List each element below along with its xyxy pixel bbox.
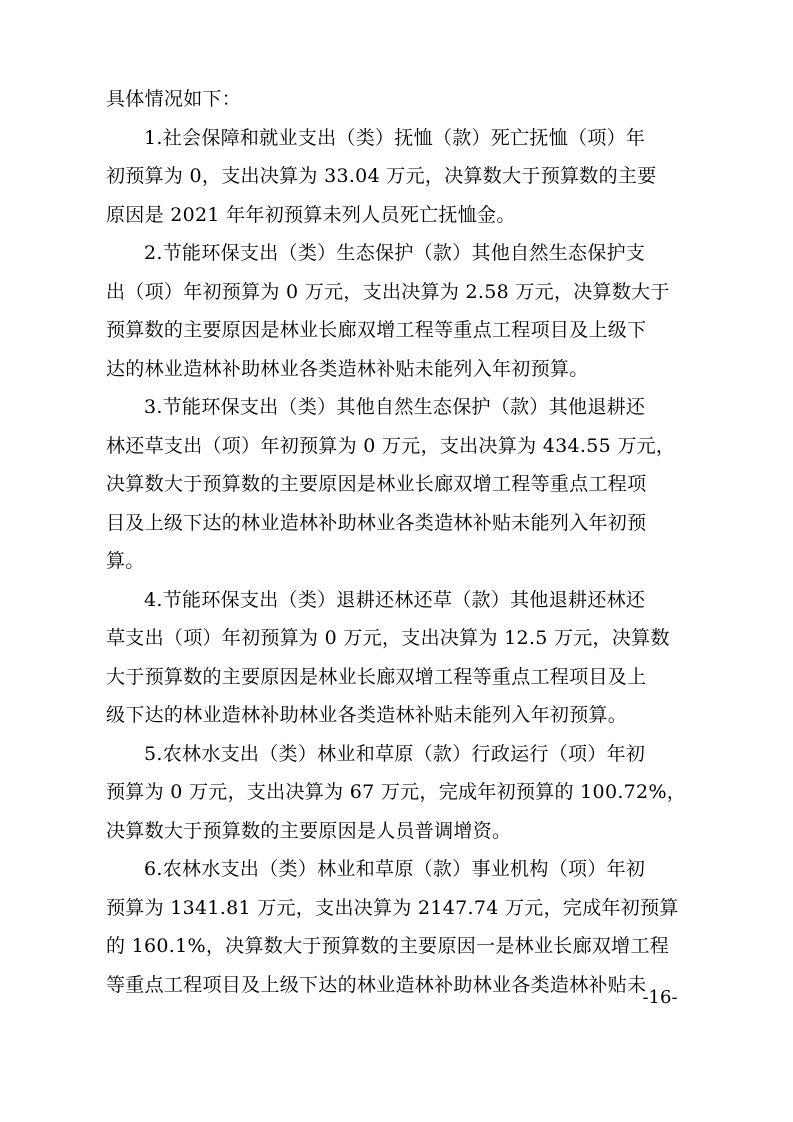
item-6-line-2: 预算为 1341.81 万元，支出决算为 2147.74 万元，完成年初预算 [106, 896, 679, 919]
item-3-line-1: 3.节能环保支出（类）其他自然生态保护（款）其他退耕还 [144, 396, 646, 418]
item-2-line-1: 2.节能环保支出（类）生态保护（款）其他自然生态保护支 [144, 242, 646, 264]
item-3-line-3: 决算数大于预算数的主要原因是林业长廊双增工程等重点工程项 [106, 473, 647, 495]
item-5-paragraph [106, 735, 692, 851]
item-5-line-2: 预算为 0 万元，支出决算为 67 万元，完成年初预算的 100.72%， [106, 781, 687, 803]
item-3-line-2: 林还草支出（项）年初预算为 0 万元，支出决算为 434.55 万元， [106, 434, 676, 457]
item-2-paragraph [106, 234, 692, 388]
item-6-paragraph [106, 850, 692, 1004]
item-2-line-3: 预算数的主要原因是林业长廊双增工程等重点工程项目及上级下 [106, 319, 647, 341]
item-6-line-3: 的 160.1%，决算数大于预算数的主要原因一是林业长廊双增工程 [106, 935, 670, 957]
item-1-line-3: 原因是 2021 年年初预算未列人员死亡抚恤金。 [106, 203, 516, 226]
item-5-line-1: 5.农林水支出（类）林业和草原（款）行政运行（项）年初 [144, 742, 646, 765]
item-2-line-4: 达的林业造林补助林业各类造林补贴未能列入年初预算。 [106, 357, 589, 380]
item-4-line-4: 级下达的林业造林补助林业各类造林补贴未能列入年初预算。 [106, 704, 628, 726]
item-4-line-1: 4.节能环保支出（类）退耕还林还草（款）其他退耕还林还 [144, 588, 646, 611]
item-4-paragraph [106, 581, 692, 735]
item-4-line-3: 大于预算数的主要原因是林业长廊双增工程等重点工程项目及上 [106, 665, 647, 688]
item-3-line-5: 算。 [106, 550, 145, 572]
intro-line: 具体情况如下： [106, 88, 242, 110]
document-body [106, 80, 692, 1004]
item-5-line-3: 决算数大于预算数的主要原因是人员普调增资。 [106, 819, 512, 842]
item-4-line-2: 草支出（项）年初预算为 0 万元，支出决算为 12.5 万元，决算数 [106, 627, 670, 649]
item-2-line-2: 出（项）年初预算为 0 万元，支出决算为 2.58 万元，决算数大于 [106, 280, 670, 303]
item-1-line-1: 1.社会保障和就业支出（类）抚恤（款）死亡抚恤（项）年 [144, 126, 646, 149]
item-3-paragraph [106, 388, 692, 581]
item-1-paragraph [106, 119, 692, 235]
item-3-line-4: 目及上级下达的林业造林补助林业各类造林补贴未能列入年初预 [106, 511, 647, 534]
page-number: -16- [642, 987, 678, 1008]
item-1-line-2: 初预算为 0，支出决算为 33.04 万元，决算数大于预算数的主要 [106, 165, 657, 187]
item-6-line-4: 等重点工程项目及上级下达的林业造林补助林业各类造林补贴未 [106, 973, 647, 996]
item-6-line-1: 6.农林水支出（类）林业和草原（款）事业机构（项）年初 [144, 858, 646, 880]
